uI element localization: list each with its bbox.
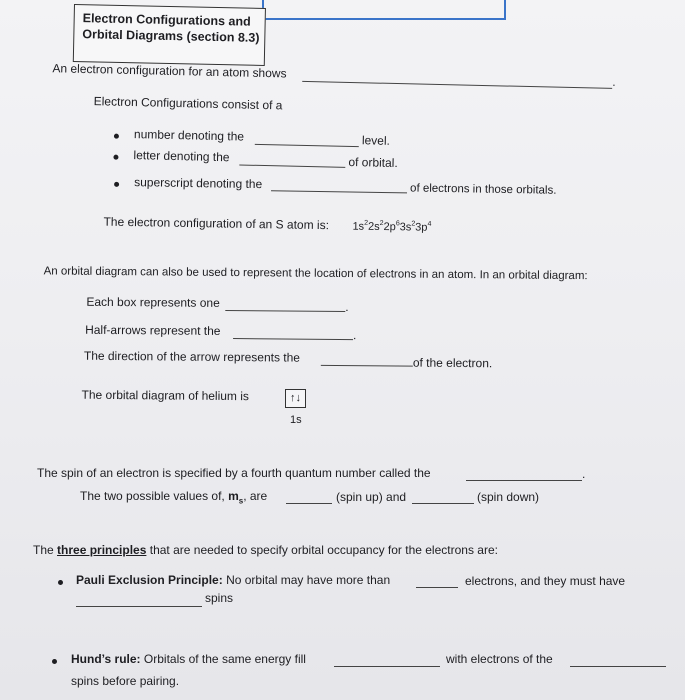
helium-orbital-box: ↑↓ (285, 389, 306, 408)
consist-item-2-after: of orbital. (348, 154, 398, 171)
consist-item-3-after: of electrons in those orbitals. (409, 182, 557, 197)
spin-period: . (582, 467, 586, 481)
half-period: . (353, 328, 357, 343)
title-line-1: Electron Configurations and (82, 11, 251, 29)
spin-down-label: (spin down) (477, 490, 540, 504)
spin-up-blank[interactable] (286, 503, 332, 504)
helium-text: The orbital diagram of helium is (81, 387, 250, 404)
intro-period: . (612, 74, 616, 89)
pauli-line: Pauli Exclusion Principle: No orbital may have more than (76, 573, 391, 587)
pauli-count-blank[interactable] (416, 587, 458, 588)
ms-text: The two possible values of, $m_s$, are (80, 489, 268, 506)
pauli-after: electrons, and they must have (465, 574, 626, 588)
pauli-end: spins (205, 591, 234, 605)
s-atom-config: $1s^22s^22p^63s^23p^4$ (352, 219, 432, 234)
spin-blank[interactable] (466, 480, 582, 481)
box-text: Each box represents one (86, 294, 220, 310)
spin-up-label: (spin up) and (336, 490, 407, 504)
half-blank[interactable] (233, 338, 353, 340)
consist-item-1: number denoting the (133, 127, 245, 144)
spin-text: The spin of an electron is specified by a fourth quantum number called the (37, 466, 431, 480)
hund-spin-blank[interactable] (570, 666, 666, 667)
bullet (58, 580, 63, 585)
intro-text: An electron configuration for an atom shows (52, 61, 287, 81)
half-text: Half-arrows represent the (85, 322, 221, 338)
direction-text: The direction of the arrow represents the (83, 348, 301, 365)
principles-intro: The three principles that are needed to specify orbital occupancy for the electrons are: (33, 543, 498, 557)
consist-heading: Electron Configurations consist of a (93, 94, 283, 113)
bullet (52, 659, 57, 664)
principles-emphasis: three principles (57, 543, 147, 557)
direction-after: of the electron. (412, 355, 493, 371)
hund-fill-blank[interactable] (334, 666, 440, 667)
consist-item-1-after: level. (361, 133, 391, 148)
s-atom-label: The electron configuration of an S atom is: (103, 214, 330, 233)
spin-down-blank[interactable] (412, 503, 474, 504)
box-blank[interactable] (225, 310, 345, 312)
consist-item-3: superscript denoting the (134, 175, 263, 192)
helium-orbital-label: 1s (290, 414, 302, 426)
box-period: . (345, 300, 349, 315)
title-line-2: Orbital Diagrams (section 8.3) (82, 27, 260, 45)
direction-blank[interactable] (321, 365, 413, 367)
hund-line: Hund’s rule: Orbitals of the same energy fill (71, 652, 306, 666)
pauli-spin-blank[interactable] (76, 606, 202, 607)
hund-end: spins before pairing. (71, 674, 180, 688)
orbital-intro: An orbital diagram can also be used to represent the location of electrons in an atom. In an orbital diagram: (43, 265, 588, 283)
consist-item-2: letter denoting the (133, 148, 230, 165)
hund-after: with electrons of the (446, 652, 553, 666)
